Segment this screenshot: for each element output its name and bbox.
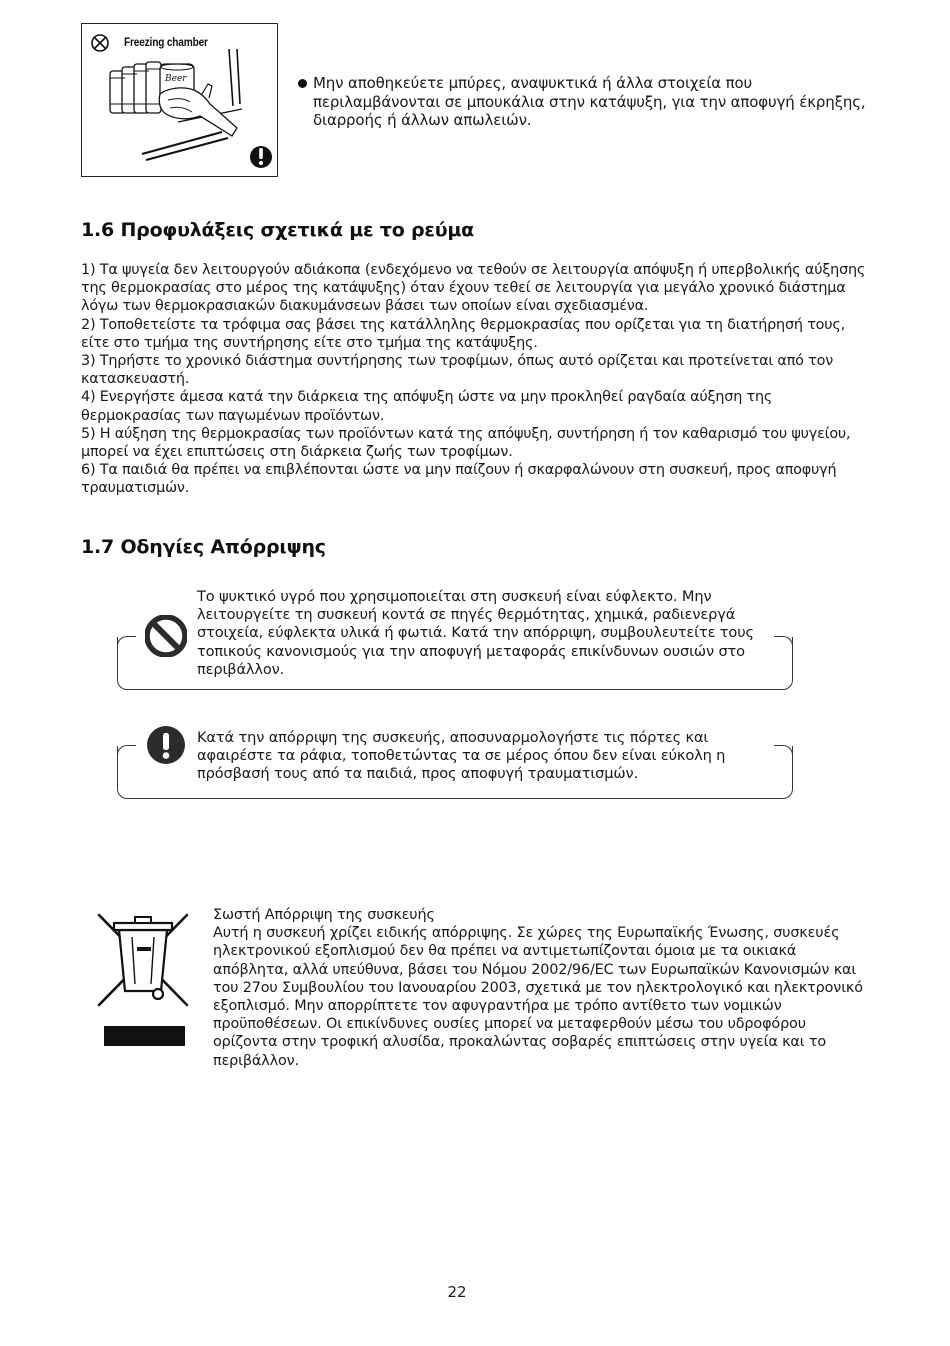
page-number: 22 [447, 1283, 467, 1301]
freezing-chamber-label: Freezing chamber [124, 37, 208, 49]
bullet-icon [298, 79, 307, 88]
disposal-body: Αυτή η συσκευή χρίζει ειδικής απόρριψης. Σε χώρες της Ευρωπαϊκής Ένωσης, συσκευές ηλεκτρονικού εξοπλισμού δεν θα πρέπει να αντιμετωπίζονται όμοια με τα οικιακά απόβλητα, αλλά υπεύθυνα, βάσει του Νόμου 2002/96/EC των Ευρωπαϊκών Κανονισμών και του 27ου Συμβουλίου του Ιανουαρίου 2003, σχετικά με τον ηλεκτρολογικό και ηλεκτρονικό εξοπλισμό. Μην απορρίπτετε τον αφυγραντήρα με τρόπο αντίθετο των νομικών προϋποθέσεων. Οι επικίνδυνες ουσίες μπορεί να μεταφερθούν μέσω του υδροφόρου ορίζοντα στην τροφική αλυσίδα, προκαλώντας σοβαρές επιπτώσεις στην υγεία και το περιβάλλον. [213, 925, 863, 1069]
section-1-6-list [81, 261, 871, 498]
exclamation-icon [147, 726, 185, 768]
beer-can-label: Beer [165, 74, 187, 84]
list-item: 5) Η αύξηση της θερμοκρασίας των προϊόντων κατά της απόψυξη, συντήρηση ή τον καθαρισμό του ψυγείου, μπορεί να έχει επιπτώσεις στη διάρκεια ζωής των τροφίμων. [81, 425, 851, 461]
notice-warning-text: Κατά την απόρριψη της συσκευής, αποσυναρμολογήστε τις πόρτες και αφαιρέστε τα ράφια, τοποθετώντας τα σε μέρος όπου δεν είναι εύκολη η πρόσβασή τους από τα παιδιά, προς αποφυγή τραυματισμών. [197, 729, 726, 783]
prohibit-icon [145, 615, 187, 661]
disposal-text [213, 906, 863, 1070]
beer-warning-bullet [298, 74, 878, 130]
section-1-6-title: 1.6 Προφυλάξεις σχετικά με το ρεύμα [81, 219, 475, 241]
list-item: 2) Τοποθετείστε τα τρόφιμα σας βάσει της κατάλληλης θερμοκρασίας που ορίζεται για τη διατήρησή τους, είτε στο τμήμα της συντήρησης είτε στο τμήμα της κατάψυξης. [81, 316, 846, 351]
freezing-chamber-illustration [81, 23, 278, 177]
notice-prohibit-text: Το ψυκτικό υγρό που χρησιμοποιείται στη συσκευή είναι εύφλεκτο. Μην λειτουργείτε τη συσκευή κοντά σε πηγές θερμότητας, χημικά, ραδιενεργά στοιχεία, εύφλεκτα υλικά ή φωτιά. Κατά την απόρριψη, συμβουλευτείτε τους τοπικούς κανονισμούς για την αποφυγή μεταφοράς επικίνδυνων ουσιών στο περιβάλλον. [197, 588, 754, 678]
list-item: 4) Ενεργήστε άμεσα κατά την διάρκεια της απόψυξη ώστε να μην προκληθεί ραγδαία αύξηση της θερμοκρασίας των παγωμένων προϊόντων. [81, 389, 773, 424]
list-item: 3) Τηρήστε το χρονικό διάστημα συντήρησης των τροφίμων, όπως αυτό ορίζεται και προτείνεται από τον κατασκευαστή. [81, 353, 834, 388]
crossed-out-bin-icon [97, 909, 193, 1053]
list-item: 1) Τα ψυγεία δεν λειτουργούν αδιάκοπα (ενδεχόμενο να τεθούν σε λειτουργία απόψυξη ή υπερβολικής αύξησης της θερμοκρασίας στο μέρος της κατάψυξης) όταν έχουν τεθεί σε λειτουργία για μεγάλο χρονικό διάστημα λόγω των θερμοκρασιακών διακυμάνσεων βάσει των οποίων είναι σχεδιασμένα. [81, 262, 866, 315]
warning-exclamation-icon [250, 146, 272, 168]
disposal-heading: Σωστή Απόρριψη της συσκευής [213, 907, 435, 923]
prohibited-icon [92, 35, 108, 51]
section-1-7-title: 1.7 Οδηγίες Απόρριψης [81, 536, 326, 558]
bullet-text: Μην αποθηκεύετε μπύρες, αναψυκτικά ή άλλα στοιχεία που περιλαμβάνονται σε μπουκάλια στην κατάψυξη, για την αποφυγή έκρηξης, διαρροής ή άλλων απωλειών. [313, 74, 866, 129]
list-item: 6) Τα παιδιά θα πρέπει να επιβλέπονται ώστε να μην παίζουν ή σκαρφαλώνουν στη συσκευή, προς αποφυγή τραυματισμών. [81, 462, 837, 497]
